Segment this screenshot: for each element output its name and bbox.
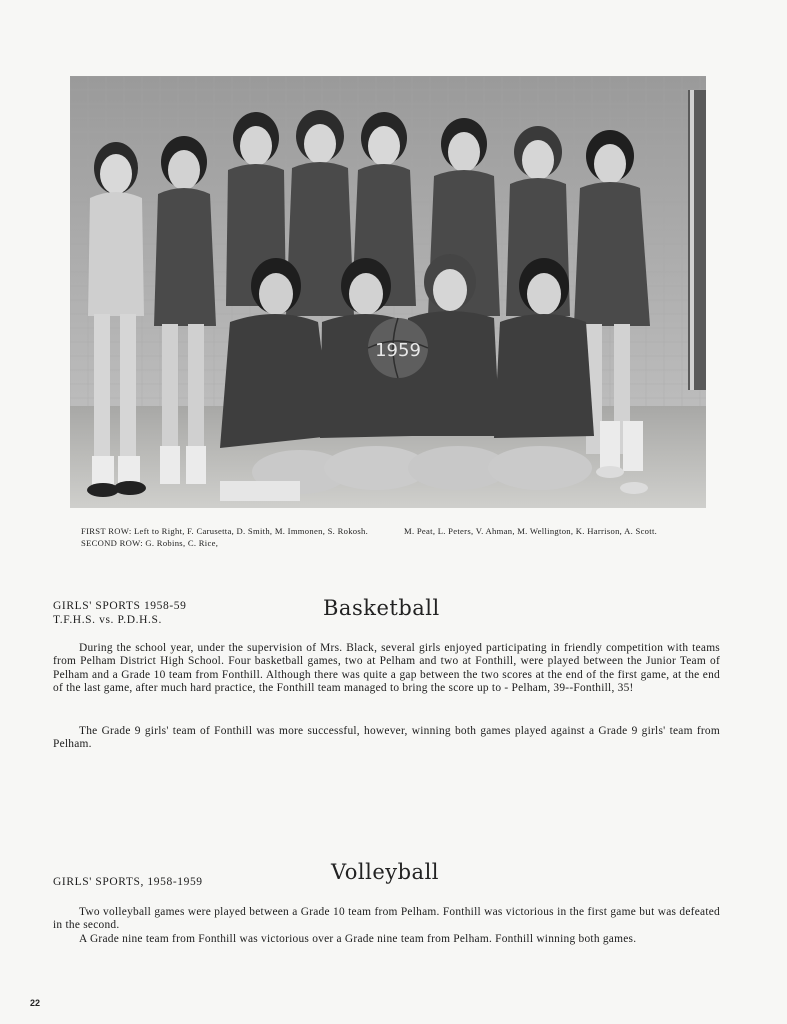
volleyball-paragraph-1: Two volleyball games were played between a Grade 10 team from Pelham. Fonthill was victorious in the first game but was defeated in the second. (53, 906, 720, 932)
basketball-label-line1: GIRLS' SPORTS 1958-59 (53, 600, 187, 612)
basketball-paragraph-2: The Grade 9 girls' team of Fonthill was more successful, however, winning both games played against a Grade 9 girls' team from Pelham. (53, 725, 720, 751)
ball-year-text: 1959 (375, 340, 421, 361)
basketball-section-label (53, 599, 186, 627)
photo-caption-left: FIRST ROW: Left to Right, F. Carusetta, D. Smith, M. Immonen, S. Rokosh. SECOND ROW: G. Robins, C. Rice, (81, 526, 369, 548)
volleyball-section-label: GIRLS' SPORTS, 1958-1959 (53, 876, 203, 888)
volleyball-paragraph-2: A Grade nine team from Fonthill was victorious over a Grade nine team from Pelham. Fonthill winning both games. (79, 933, 637, 945)
photo-caption-right: M. Peat, L. Peters, V. Ahman, M. Wellington, K. Harrison, A. Scott. (404, 526, 658, 536)
volleyball-heading: Volleyball (331, 860, 440, 884)
basketball-ball (368, 318, 428, 378)
page-number: 22 (30, 998, 41, 1008)
basketball-paragraph-1: During the school year, under the supervision of Mrs. Black, several girls enjoyed participating in friendly competition with teams from Pelham District High School. Four basketball games, two at Pelham and two at Fonthill, were played between the Junior Team of Pelham and a Grade 10 team from Fonthill. Although there was quite a gap between the two scores at the end of the first game, at the end of the last game, after much hard practice, the Fonthill team managed to bring the score up to - Pelham, 39--Fonthill, 35! (53, 642, 720, 694)
team-photograph (70, 76, 706, 508)
basketball-label-line2: T.F.H.S. vs. P.D.H.S. (53, 614, 162, 626)
team-photo-illustration (70, 76, 706, 508)
basketball-heading: Basketball (323, 596, 440, 620)
